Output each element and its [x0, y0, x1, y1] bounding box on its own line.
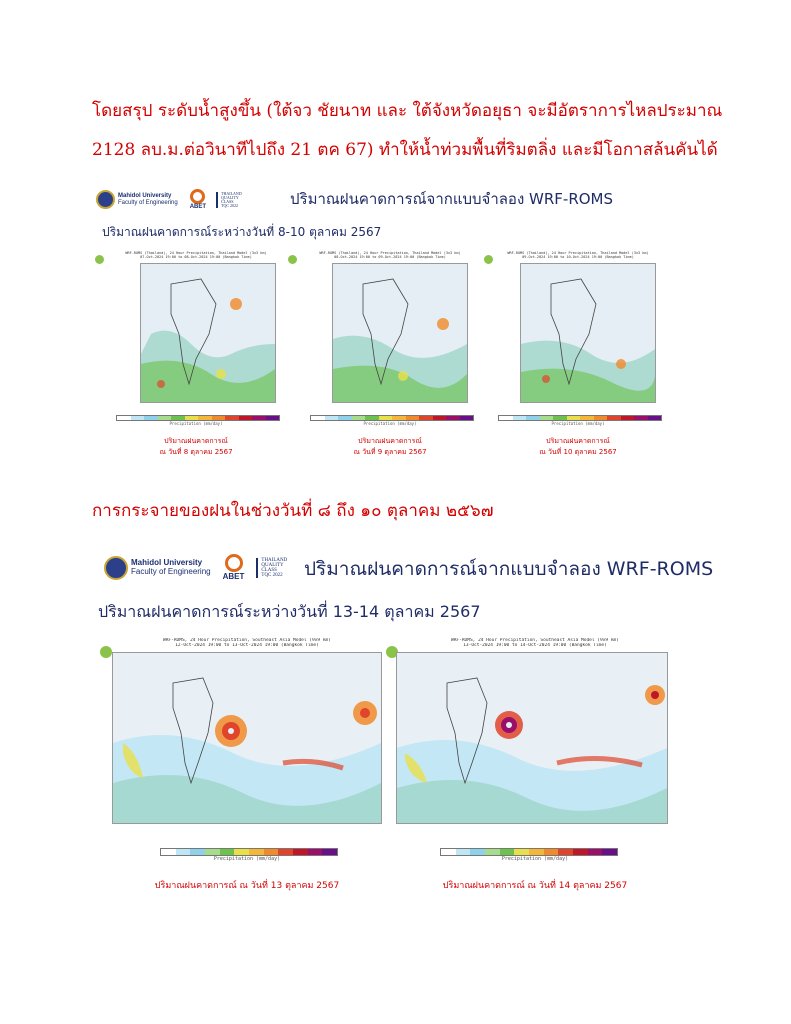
precip-map [520, 263, 656, 403]
mahidol-seal-icon [96, 190, 115, 209]
precip-map [396, 652, 668, 824]
abet-ring-icon [225, 554, 243, 572]
forecast-tile-oct-10: WRF-ROMS (Thailand), 24 Hour Precipitation, Thailand Model (3x3 km) 09-Oct-2024 19:00 to 10-Oct-2024 19:00 (Bangkok Time) Precipitation (mm/day) ปริมาณฝนคาดการณ์ ณ วันที่ 10 ตุลาคม 2567 [492, 251, 664, 458]
precip-map-graphic [333, 264, 467, 402]
forecast-panel-oct-8-10 [92, 183, 664, 483]
panel-subtitle: ปริมาณฝนคาดการณ์ระหว่างวันที่ 8-10 ตุลาคม 2567 [102, 225, 382, 239]
section-heading: การกระจายของฝนในช่วงวันที่ ๘ ถึง ๑๐ ตุลาคม ๒๕๖๗ [92, 501, 494, 521]
abet-logo: ABET [190, 189, 206, 210]
forecast-tile-oct-8: WRF-ROMS (Thailand), 24 Hour Precipitation, Thailand Model (3x3 km) 07-Oct-2024 19:00 to 08-Oct-2024 19:00 (Bangkok Time) Precipitation (mm/day) ปริมาณฝนคาดการณ์ ณ วันที่ 8 ตุลาคม 2567 [110, 251, 282, 458]
precip-map [140, 263, 276, 403]
abet-ring-icon [190, 189, 205, 204]
panel-title: ปริมาณฝนคาดการณ์จากแบบจำลอง WRF-ROMS [304, 558, 714, 580]
precip-map-graphic [397, 653, 667, 823]
precip-map-graphic [113, 653, 381, 823]
colorbar [440, 848, 618, 856]
precip-map [112, 652, 382, 824]
wrf-logo-icon [288, 255, 297, 264]
forecast-tile-oct-14: WRF-ROMS, 24 Hour Precipitation, Southeast Asia Model (9x9 km) 13-Oct-2024 19:00 to 14-Oct-2024 19:00 (Bangkok Time) Precipitation (mm/day) ปริมาณฝนคาดการณ์ ณ วันที่ 14 ตุลาคม 2567 [392, 638, 678, 892]
panel-subtitle: ปริมาณฝนคาดการณ์ระหว่างวันที่ 13-14 ตุลาคม 2567 [98, 602, 481, 621]
forecast-tile-oct-9: WRF-ROMS (Thailand), 24 Hour Precipitation, Thailand Model (3x3 km) 08-Oct-2024 19:00 to 09-Oct-2024 19:00 (Bangkok Time) Precipitation (mm/day) ปริมาณฝนคาดการณ์ ณ วันที่ 9 ตุลาคม 2567 [304, 251, 476, 458]
precip-map-graphic [521, 264, 655, 402]
forecast-tile-oct-13: WRF-ROMS, 24 Hour Precipitation, Southeast Asia Model (9x9 km) 12-Oct-2024 19:00 to 13-Oct-2024 19:00 (Bangkok Time) Precipitation (mm/day) ปริมาณฝนคาดการณ์ ณ วันที่ 13 ตุลาคม 2567 [106, 638, 388, 892]
forecast-panel-oct-13-14 [92, 542, 714, 930]
summary-paragraph [92, 92, 723, 170]
colorbar [160, 848, 338, 856]
mahidol-logo: Mahidol University Faculty of Engineering [96, 190, 178, 209]
precip-map-graphic [141, 264, 275, 402]
precip-map [332, 263, 468, 403]
panel-title: ปริมาณฝนคาดการณ์จากแบบจำลอง WRF-ROMS [290, 190, 614, 208]
panel-logos [104, 554, 287, 581]
summary-line-2: 2128 ลบ.ม.ต่อวินาทีไปถึง 21 ตค 67) ทำให้น้ำท่วมพื้นที่ริมตลิ่ง และมีโอกาสล้นคันได้ [92, 140, 718, 160]
mahidol-seal-icon [104, 556, 128, 580]
abet-logo: ABET [223, 554, 245, 581]
tqc-logo: THAILAND QUALITY CLASS TQC 2022 [256, 558, 287, 578]
mahidol-logo: Mahidol University Faculty of Engineering [104, 556, 211, 580]
panel-logos [96, 189, 242, 210]
summary-line-1: โดยสรุป ระดับน้ำสูงขึ้น (ใต้จว ชัยนาท และ ใต้จังหวัดอยุธา จะมีอัตราการไหลประมาณ [92, 101, 723, 121]
wrf-logo-icon [95, 255, 104, 264]
tqc-logo: THAILAND QUALITY CLASS TQC 2022 [216, 192, 242, 208]
